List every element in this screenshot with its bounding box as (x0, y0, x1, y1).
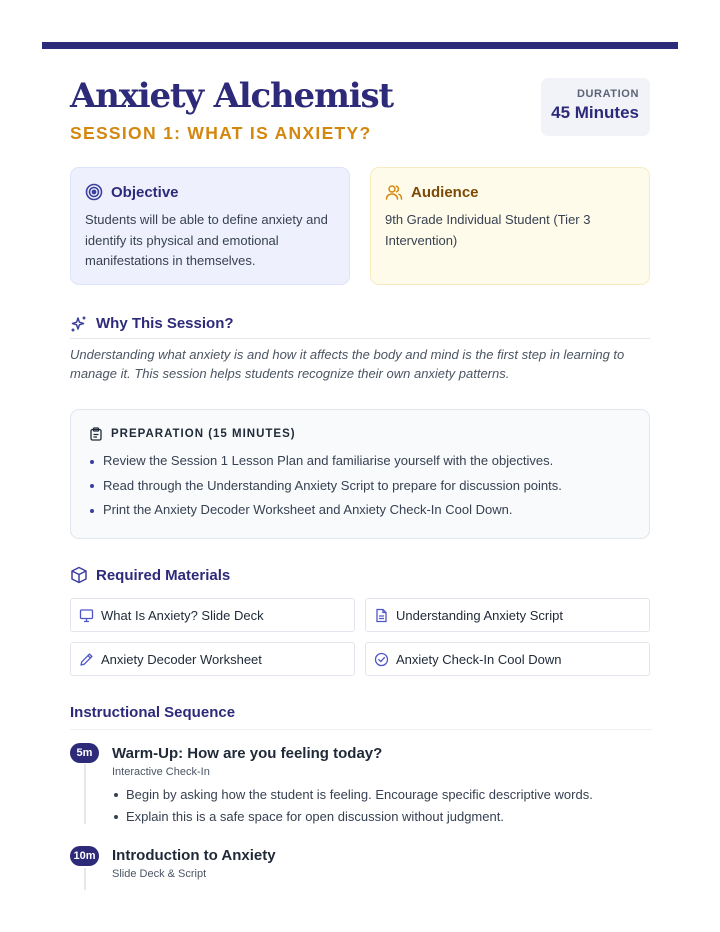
sparkles-icon (70, 315, 88, 333)
box-icon (70, 566, 88, 584)
objective-heading: Objective (111, 183, 179, 201)
timeline-line (84, 868, 86, 890)
check-circle-icon (374, 652, 389, 667)
list-item: Read through the Understanding Anxiety Script to prepare for discussion points. (89, 474, 631, 499)
header-accent-bar (42, 42, 678, 49)
session-subtitle: SESSION 1: WHAT IS ANXIETY? (70, 123, 372, 143)
preparation-box (70, 409, 650, 539)
objective-text: Students will be able to define anxiety and identify its physical and emotional manifestations in themselves. (85, 212, 328, 268)
timeline-line (84, 764, 86, 824)
preparation-list (89, 449, 631, 523)
why-session-heading (70, 313, 650, 339)
material-item-cool-down[interactable] (365, 642, 650, 676)
clipboard-icon (89, 427, 103, 441)
users-icon (385, 183, 403, 201)
sequence-heading: Instructional Sequence (70, 704, 652, 730)
target-icon (85, 183, 103, 201)
step-bullets (112, 784, 593, 827)
step-subtitle: Slide Deck & Script (112, 868, 207, 880)
list-item: Review the Session 1 Lesson Plan and familiarise yourself with the objectives. (89, 449, 631, 474)
audience-card (370, 167, 650, 285)
duration-value: 45 Minutes (551, 103, 639, 122)
why-heading-label: Why This Session? (96, 315, 234, 332)
audience-heading: Audience (411, 183, 479, 201)
list-item: Print the Anxiety Decoder Worksheet and Anxiety Check-In Cool Down. (89, 498, 631, 523)
step-subtitle: Interactive Check-In (112, 766, 210, 778)
duration-label: DURATION (576, 88, 639, 100)
pencil-icon (79, 652, 94, 667)
material-label: Understanding Anxiety Script (396, 607, 563, 623)
file-text-icon (374, 608, 389, 623)
page-title: Anxiety Alchemist (70, 76, 393, 116)
material-item-worksheet[interactable] (70, 642, 355, 676)
duration-box (541, 78, 650, 136)
audience-text: 9th Grade Individual Student (Tier 3 Intervention) (385, 212, 591, 248)
why-session-text: Understanding what anxiety is and how it affects the body and mind is the first step in learning to manage it. This session helps students recognize their own anxiety patterns. (70, 347, 625, 381)
step-title: Introduction to Anxiety (112, 847, 276, 864)
step-time-badge: 10m (70, 846, 99, 866)
materials-heading-label: Required Materials (96, 566, 231, 584)
monitor-icon (79, 608, 94, 623)
preparation-heading: PREPARATION (15 MINUTES) (111, 428, 296, 440)
objective-card (70, 167, 350, 285)
material-item-script[interactable] (365, 598, 650, 632)
list-item: Explain this is a safe space for open discussion without judgment. (112, 806, 593, 828)
list-item: Begin by asking how the student is feeling. Encourage specific descriptive words. (112, 784, 593, 806)
material-item-slide-deck[interactable] (70, 598, 355, 632)
materials-heading (70, 566, 230, 584)
step-time-badge: 5m (70, 743, 99, 763)
material-label: Anxiety Decoder Worksheet (101, 651, 262, 667)
step-title: Warm-Up: How are you feeling today? (112, 745, 383, 762)
material-label: Anxiety Check-In Cool Down (396, 651, 562, 667)
material-label: What Is Anxiety? Slide Deck (101, 607, 264, 623)
